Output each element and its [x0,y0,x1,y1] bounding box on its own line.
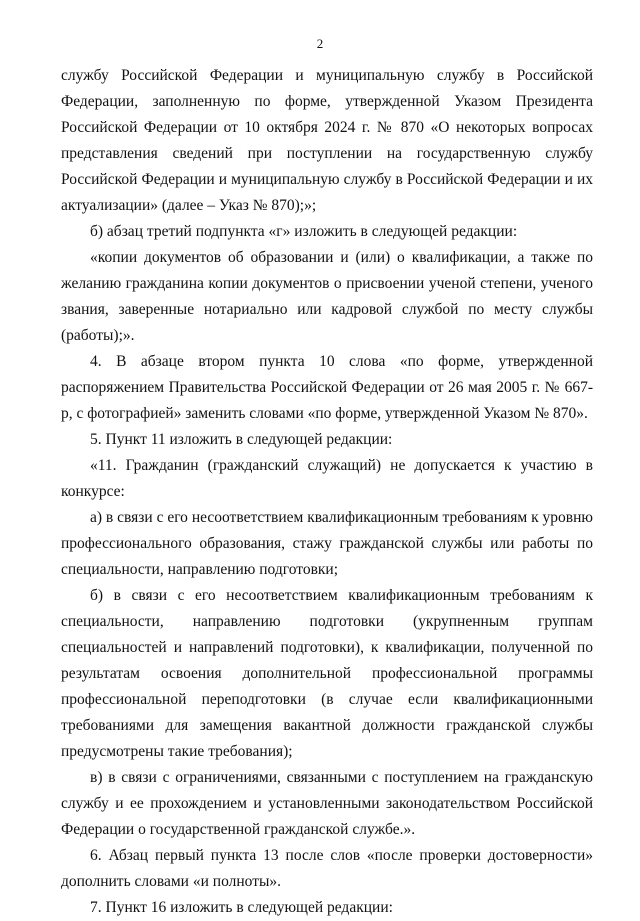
paragraph-10: 6. Абзац первый пункта 13 после слов «после проверки достоверности» дополнить словами «и полноты». [61,847,593,890]
paragraph-11: 7. Пункт 16 изложить в следующей редакции: [90,899,393,916]
paragraph-8: б) в связи с его несоответствием квалификационным требованиям к специальности, направлению подготовки (укрупненным группам специальностей и направлений подготовки), к квалификации, полученной по результатам освоения дополнительной профессиональной программы профессиональной переподготовки (в случае если квалификационными требованиями для замещения вакантной должности гражданской службы предусмотрены такие требования); [61,587,593,760]
paragraph-6: «11. Гражданин (гражданский служащий) не допускается к участию в конкурсе: [61,457,593,500]
document-body [61,63,593,921]
paragraph-9: в) в связи с ограничениями, связанными с поступлением на гражданскую службу и ее прохождением и установленными законодательством Российской Федерации о государственной гражданской службе.». [61,769,593,838]
paragraph-5: 5. Пункт 11 изложить в следующей редакции: [90,431,393,448]
paragraph-3: «копии документов об образовании и (или) о квалификации, а также по желанию гражданина копии документов о присвоении ученой степени, ученого звания, заверенные нотариально или кадровой службой по месту службы (работы);». [61,249,593,344]
paragraph-2: б) абзац третий подпункта «г» изложить в следующей редакции: [90,223,518,240]
paragraph-1: службу Российской Федерации и муниципальную службу в Российской Федерации, заполненную по форме, утвержденной Указом Президента Российской Федерации от 10 октября 2024 г. № 870 «О некоторых вопросах представления сведений при поступлении на государственную службу Российской Федерации и муниципальную службу в Российской Федерации и их актуализации» (далее – Указ № 870);»; [61,67,593,214]
page-number: 2 [316,36,324,51]
paragraph-4: 4. В абзаце втором пункта 10 слова «по форме, утвержденной распоряжением Правительства Российской Федерации от 26 мая 2005 г. № 667-р, с фотографией» заменить словами «по форме, утвержденной Указом № 870». [61,353,593,422]
paragraph-7: а) в связи с его несоответствием квалификационным требованиям к уровню профессионального образования, стажу гражданской службы или работы по специальности, направлению подготовки; [61,509,593,578]
